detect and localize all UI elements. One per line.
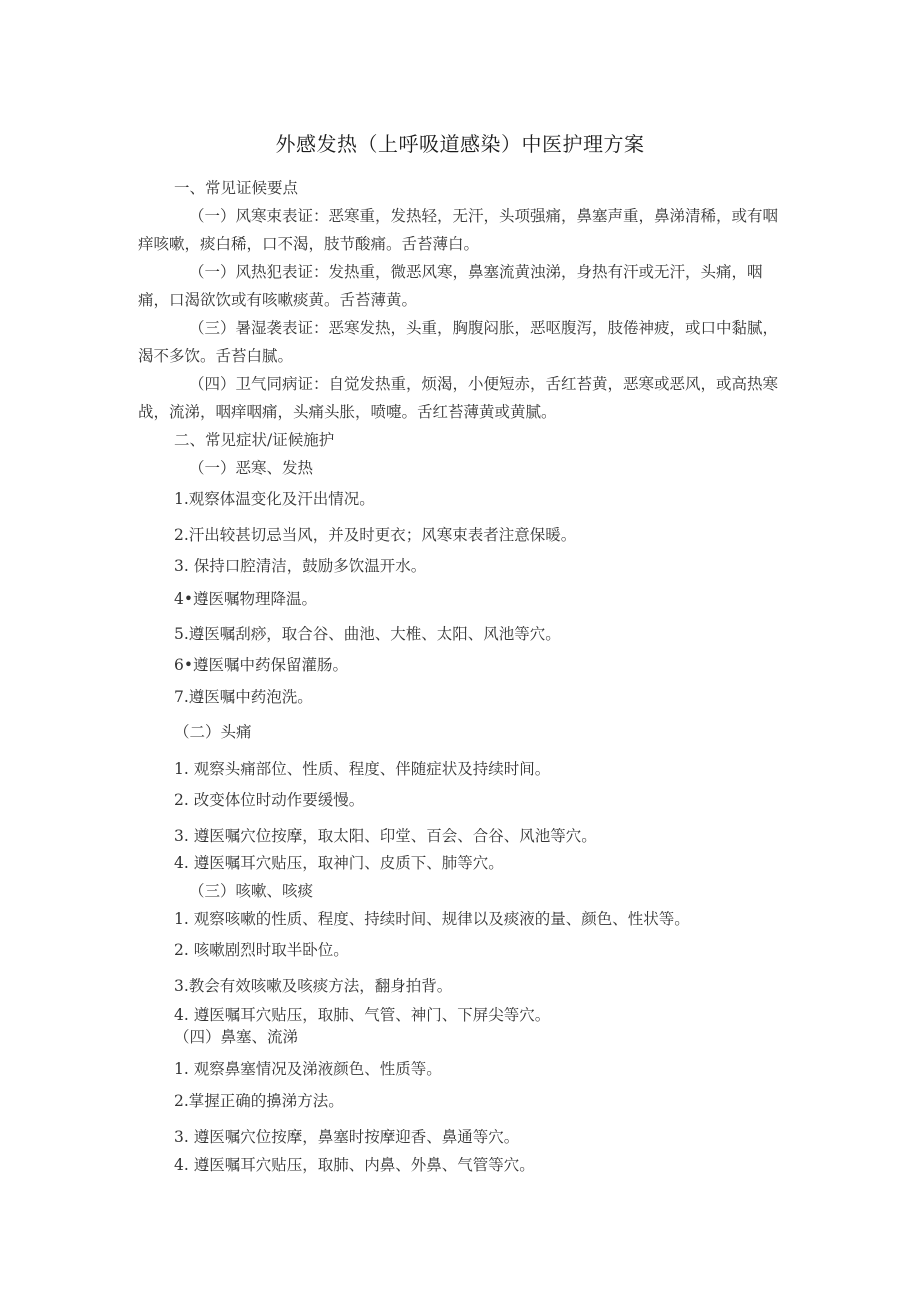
subsection-heading: （二）头痛: [174, 723, 252, 741]
list-item: 4. 遵医嘱耳穴贴压，取肺、气管、神门、下屏尖等穴。: [174, 1006, 551, 1024]
syndrome-line: （一）风寒束表证：恶寒重，发热轻，无汗，头项强痛，鼻塞声重，鼻涕清稀，或有咽: [189, 207, 779, 225]
syndrome-line: 痛，口渴欲饮或有咳嗽痰黄。舌苔薄黄。: [138, 291, 418, 309]
subsection-heading: （三）咳嗽、咳痰: [189, 882, 314, 900]
list-item: 3. 遵医嘱穴位按摩，取太阳、印堂、百会、合谷、风池等穴。: [174, 827, 597, 845]
list-item: 6•遵医嘱中药保留灌肠。: [174, 656, 349, 674]
list-item: 2. 咳嗽剧烈时取半卧位。: [174, 941, 349, 959]
list-item: 2. 改变体位时动作要缓慢。: [174, 791, 365, 809]
syndrome-line: （四）卫气同病证：自觉发热重，烦渴，小便短赤，舌红苔黄，恶寒或恶风，或高热寒: [189, 375, 779, 393]
subsection-heading: （一）恶寒、发热: [189, 459, 314, 477]
list-item: 3.教会有效咳嗽及咳痰方法，翻身拍背。: [174, 977, 453, 995]
syndrome-line: 战，流涕，咽痒咽痛，头痛头胀，喷嚏。舌红苔薄黄或黄腻。: [138, 403, 557, 421]
document-title: 外感发热（上呼吸道感染）中医护理方案: [275, 132, 645, 156]
list-item: 1. 观察头痛部位、性质、程度、伴随症状及持续时间。: [174, 760, 551, 778]
syndrome-line: （一）风热犯表证：发热重，微恶风寒，鼻塞流黄浊涕，身热有汗或无汗，头痛，咽: [189, 263, 763, 281]
list-item: 3. 保持口腔清洁，鼓励多饮温开水。: [174, 557, 427, 575]
subsection-heading: （四）鼻塞、流涕: [174, 1028, 299, 1046]
syndrome-line: （三）暑湿袭表证：恶寒发热，头重，胸腹闷胀，恶呕腹泻，肢倦神疲，或口中黏腻，: [189, 319, 779, 337]
list-item: 3. 遵医嘱穴位按摩，鼻塞时按摩迎香、鼻通等穴。: [174, 1128, 520, 1146]
list-item: 2.汗出较甚切忌当风，并及时更衣；风寒束表者注意保暖。: [174, 526, 577, 544]
section-heading: 一、常见证候要点: [174, 179, 299, 197]
list-item: 1. 观察鼻塞情况及涕液颜色、性质等。: [174, 1060, 442, 1078]
list-item: 1. 观察咳嗽的性质、程度、持续时间、规律以及痰液的量、颜色、性状等。: [174, 910, 690, 928]
list-item: 4•遵医嘱物理降温。: [174, 590, 318, 608]
syndrome-line: 痒咳嗽，痰白稀，口不渴，肢节酸痛。舌苔薄白。: [138, 235, 480, 253]
list-item: 1.观察体温变化及汗出情况。: [174, 490, 375, 508]
syndrome-line: 渴不多饮。舌苔白腻。: [138, 347, 294, 365]
section-heading: 二、常见症状/证候施护: [174, 431, 335, 449]
list-item: 7.遵医嘱中药泡洗。: [174, 688, 313, 706]
list-item: 4. 遵医嘱耳穴贴压，取肺、内鼻、外鼻、气管等穴。: [174, 1156, 535, 1174]
list-item: 5.遵医嘱刮痧，取合谷、曲池、大椎、太阳、风池等穴。: [174, 625, 561, 643]
list-item: 2.掌握正确的擤涕方法。: [174, 1092, 344, 1110]
list-item: 4. 遵医嘱耳穴贴压，取神门、皮质下、肺等穴。: [174, 854, 504, 872]
